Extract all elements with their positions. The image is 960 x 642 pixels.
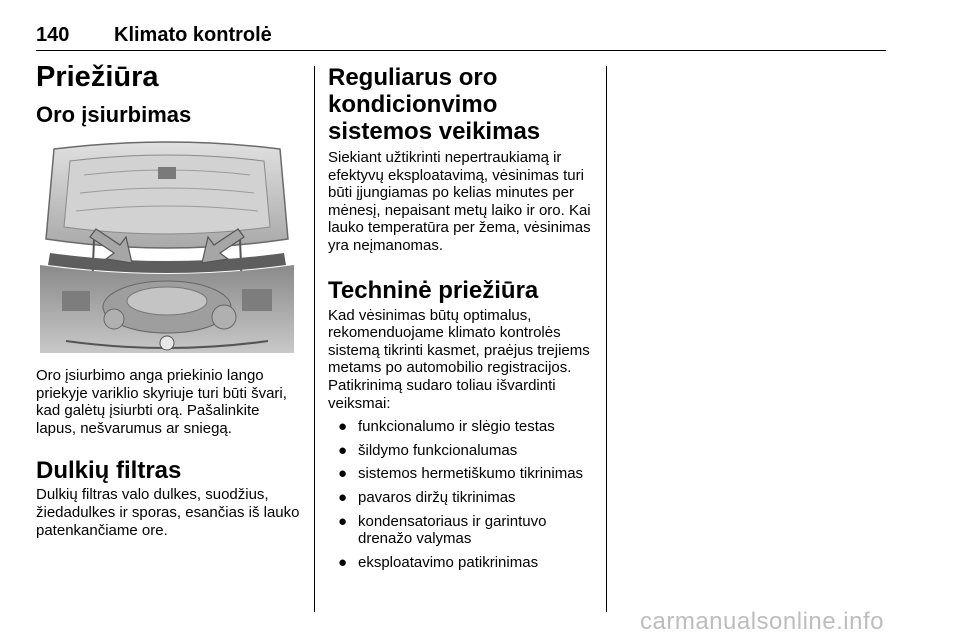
car-engine-bay-icon	[36, 141, 298, 353]
left-column	[36, 60, 302, 539]
page-header	[36, 22, 886, 51]
dust-filter-title: Dulkių filtras	[36, 457, 182, 485]
bullet-icon: ●	[338, 441, 348, 459]
column-divider-2	[606, 66, 607, 612]
service-checklist	[328, 418, 598, 571]
section-title: Priežiūra	[36, 61, 159, 93]
service-text: Kad vėsinimas būtų optimalus, rekomenduojame klimato kontrolės sistemą tikrinti kasmet, praėjus trejiems metams po automobilio registracijos. Patikrinimą sudaro toliau išvardinti veiksmai:	[328, 306, 590, 412]
right-column	[328, 60, 598, 577]
bullet-icon: ●	[338, 465, 348, 483]
list-item: ● eksploatavimo patikrinimas	[338, 553, 539, 571]
list-item: ● sistemos hermetiškumo tikrinimas	[338, 465, 584, 483]
page-number: 140	[36, 24, 70, 46]
list-item: ● pavaros diržų tikrinimas	[338, 488, 516, 506]
dust-filter-text: Dulkių filtras valo dulkes, suodžius, žiedadulkes ir sporas, esančias iš lauko patenkančiame ore.	[36, 486, 300, 539]
regular-operation-title: Reguliarus oro kondicionvimo sistemos veikimas	[328, 64, 541, 145]
watermark: carmanualsonline.info	[640, 608, 884, 635]
chapter-title: Klimato kontrolė	[114, 24, 272, 46]
list-item: ● šildymo funkcionalumas	[338, 441, 518, 459]
air-intake-title: Oro įsiurbimas	[36, 102, 192, 127]
bullet-icon: ●	[338, 512, 348, 530]
service-title: Techninė priežiūra	[328, 276, 539, 304]
air-intake-text: Oro įsiurbimo anga priekinio lango priekyje variklio skyriuje turi būti švari, kad galėtų įsiurbti orą. Pašalinkite lapus, nešvarumus ar sniegą.	[36, 367, 287, 437]
bullet-icon: ●	[338, 488, 348, 506]
bullet-icon: ●	[338, 418, 348, 436]
regular-operation-text: Siekiant užtikrinti nepertraukiamą ir efektyvų eksploatavimą, vėsinimas turi būti įjungiamas po kelias minutes per mėnesį, nepaisant metų laiko ir oro. Kai lauko temperatūra per žema, vėsinimas yra neįmanomas.	[328, 149, 591, 254]
engine-bay-figure	[36, 141, 298, 353]
bullet-icon: ●	[338, 553, 348, 571]
list-item: ● funkcionalumo ir slėgio testas	[338, 418, 555, 436]
list-item: ● kondensatoriaus ir garintuvo drenažo valymas	[338, 512, 547, 548]
column-divider-1	[314, 66, 315, 612]
